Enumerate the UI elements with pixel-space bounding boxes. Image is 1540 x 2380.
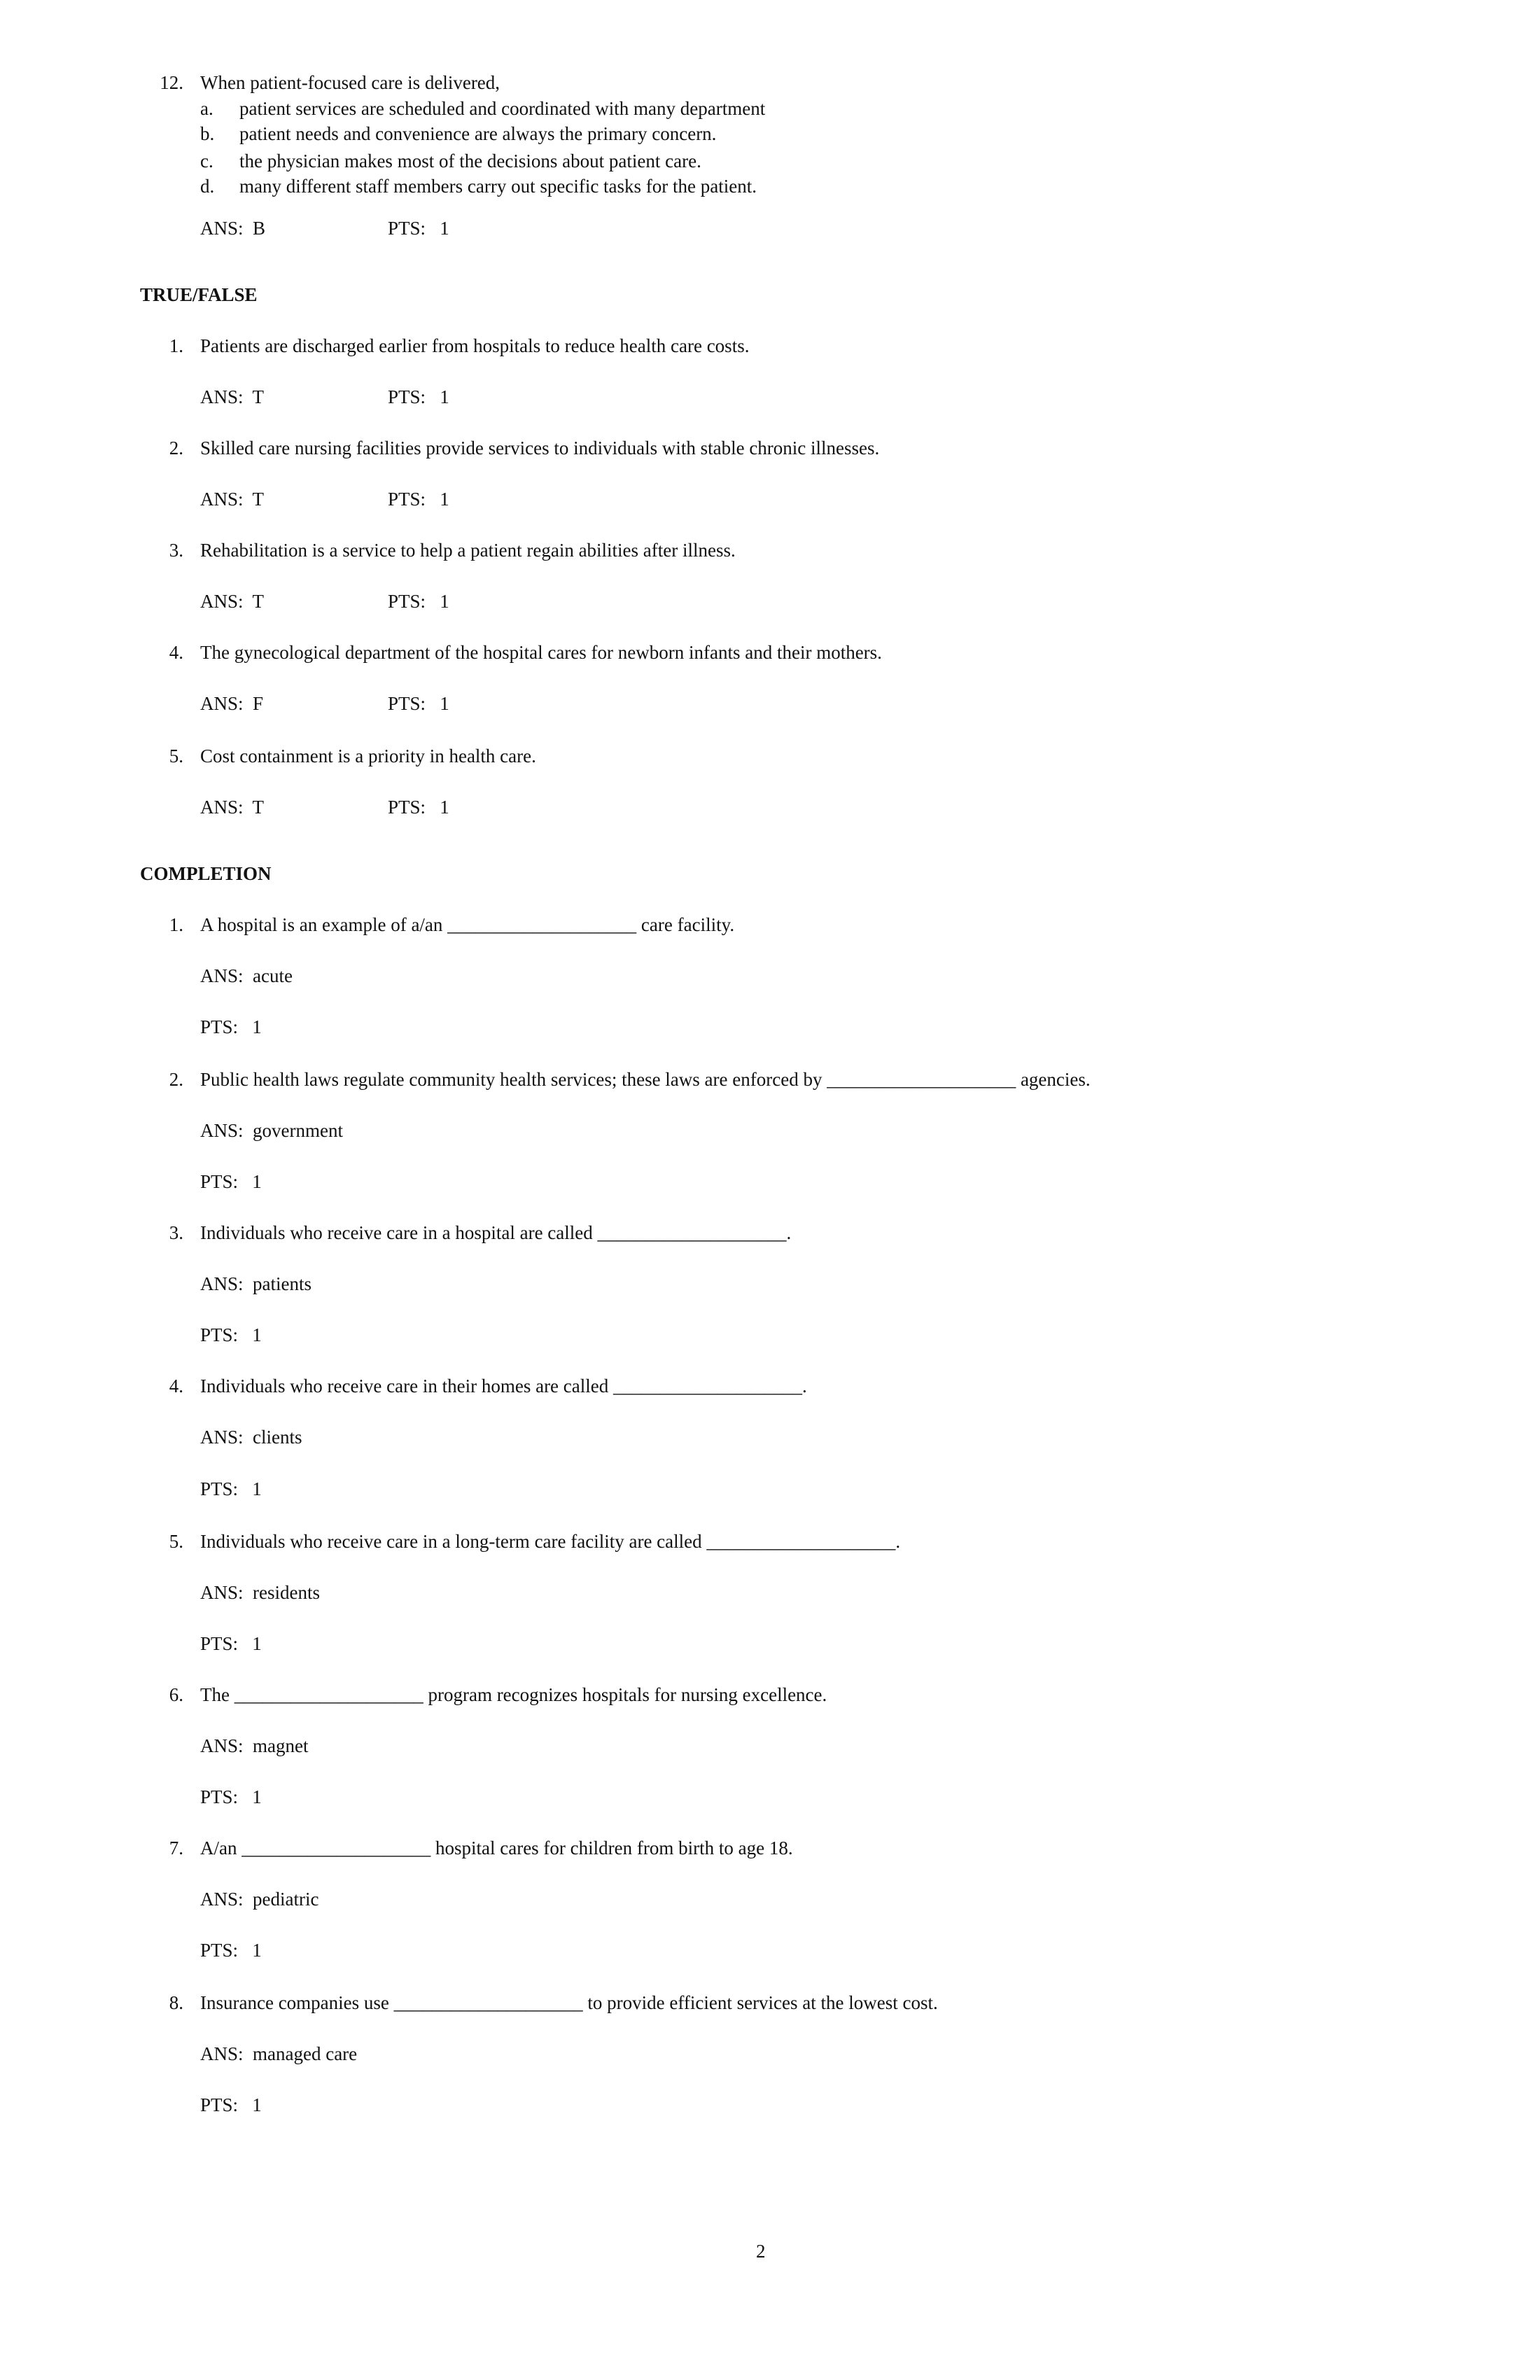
points-label: PTS: 1 (200, 2094, 262, 2115)
question-text: Skilled care nursing facilities provide services to individuals with stable chronic illnesses. (200, 438, 880, 458)
question-text: Individuals who receive care in their homes are called ____________________. (200, 1376, 807, 1396)
option-letter: d. (200, 176, 215, 197)
option-text: patient services are scheduled and coordinated with many department (239, 98, 766, 119)
points-label: PTS: 1 (388, 386, 449, 407)
answer-label: ANS: pediatric (200, 1889, 319, 1910)
answer-label: ANS: B (200, 218, 266, 239)
points-label: PTS: 1 (200, 1940, 262, 1961)
points-label: PTS: 1 (200, 1633, 262, 1654)
points-label: PTS: 1 (200, 1016, 262, 1037)
option-letter: a. (200, 98, 214, 119)
question-stem: When patient-focused care is delivered, (200, 72, 500, 93)
section-heading-true-false: TRUE/FALSE (140, 284, 258, 305)
answer-label: ANS: T (200, 489, 265, 510)
question-number: 4. (169, 642, 183, 663)
question-number: 5. (169, 1531, 183, 1552)
answer-label: ANS: government (200, 1120, 343, 1141)
question-text: A/an ____________________ hospital cares for children from birth to age 18. (200, 1837, 793, 1858)
option-letter: b. (200, 123, 215, 144)
question-text: Rehabilitation is a service to help a patient regain abilities after illness. (200, 540, 736, 561)
question-text: Insurance companies use ____________________ to provide efficient services at the lowest cost. (200, 1992, 938, 2013)
points-label: PTS: 1 (200, 1324, 262, 1345)
points-label: PTS: 1 (388, 218, 449, 239)
question-text: Public health laws regulate community health services; these laws are enforced by ____________________ agencies. (200, 1069, 1091, 1090)
points-label: PTS: 1 (200, 1786, 262, 1807)
question-number: 2. (169, 1069, 183, 1090)
question-text: Individuals who receive care in a hospital are called ____________________. (200, 1222, 792, 1243)
question-number: 12. (160, 72, 183, 93)
question-number: 3. (169, 1222, 183, 1243)
question-text: A hospital is an example of a/an ____________________ care facility. (200, 914, 735, 935)
answer-label: ANS: T (200, 591, 265, 612)
answer-label: ANS: patients (200, 1273, 312, 1294)
question-number: 6. (169, 1684, 183, 1705)
page-number: 2 (756, 2241, 766, 2262)
section-heading-completion: COMPLETION (140, 863, 272, 884)
answer-label: ANS: residents (200, 1582, 320, 1603)
points-label: PTS: 1 (388, 797, 449, 818)
points-label: PTS: 1 (388, 489, 449, 510)
option-text: many different staff members carry out specific tasks for the patient. (239, 176, 757, 197)
question-text: Individuals who receive care in a long-term care facility are called ____________________. (200, 1531, 901, 1552)
question-number: 7. (169, 1837, 183, 1858)
question-number: 8. (169, 1992, 183, 2013)
points-label: PTS: 1 (200, 1171, 262, 1192)
option-letter: c. (200, 150, 214, 172)
answer-label: ANS: T (200, 386, 265, 407)
question-text: Cost containment is a priority in health care. (200, 746, 536, 766)
question-text: The ____________________ program recognizes hospitals for nursing excellence. (200, 1684, 827, 1705)
option-text: the physician makes most of the decisions about patient care. (239, 150, 701, 172)
question-number: 1. (169, 335, 183, 356)
points-label: PTS: 1 (200, 1478, 262, 1499)
answer-label: ANS: F (200, 693, 264, 714)
question-number: 3. (169, 540, 183, 561)
points-label: PTS: 1 (388, 693, 449, 714)
points-label: PTS: 1 (388, 591, 449, 612)
question-text: The gynecological department of the hospital cares for newborn infants and their mothers. (200, 642, 882, 663)
answer-label: ANS: magnet (200, 1735, 309, 1756)
question-number: 2. (169, 438, 183, 458)
answer-label: ANS: clients (200, 1427, 302, 1448)
question-number: 5. (169, 746, 183, 766)
question-number: 1. (169, 914, 183, 935)
question-number: 4. (169, 1376, 183, 1396)
answer-label: ANS: managed care (200, 2043, 358, 2064)
answer-label: ANS: acute (200, 965, 293, 986)
option-text: patient needs and convenience are always the primary concern. (239, 123, 717, 144)
answer-label: ANS: T (200, 797, 265, 818)
question-text: Patients are discharged earlier from hospitals to reduce health care costs. (200, 335, 750, 356)
